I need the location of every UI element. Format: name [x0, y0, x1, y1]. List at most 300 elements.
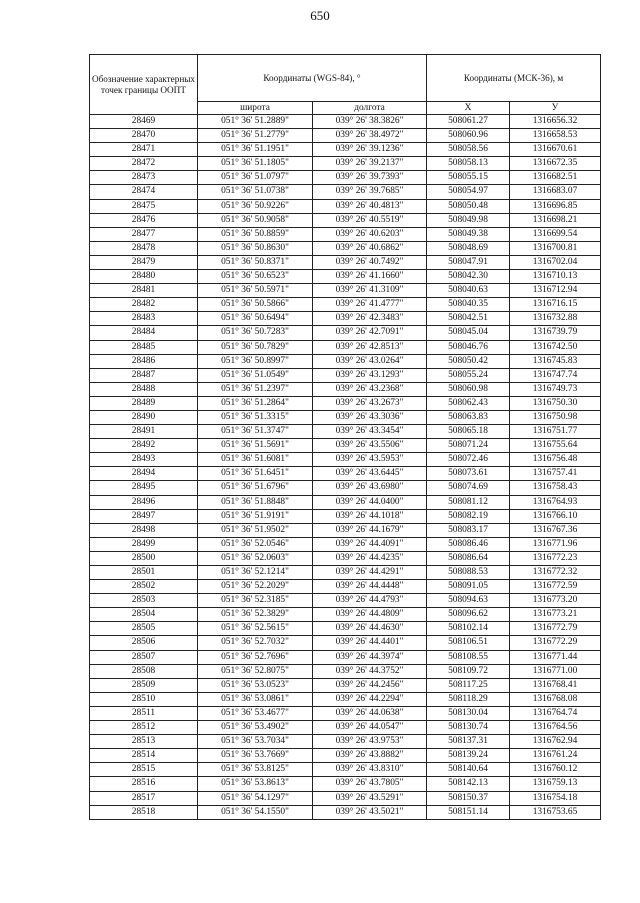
y-cell: 1316764.74 — [510, 706, 601, 720]
latitude-cell: 051° 36' 53.4902" — [198, 721, 313, 735]
x-cell: 508142.13 — [427, 777, 510, 791]
point-id-cell: 28505 — [90, 622, 198, 636]
x-cell: 508130.74 — [427, 721, 510, 735]
y-cell: 1316766.10 — [510, 509, 601, 523]
x-cell: 508091.05 — [427, 580, 510, 594]
point-id-cell: 28514 — [90, 749, 198, 763]
longitude-cell: 039° 26' 44.4793" — [313, 594, 427, 608]
y-cell: 1316712.94 — [510, 284, 601, 298]
point-id-cell: 28481 — [90, 284, 198, 298]
longitude-cell: 039° 26' 44.1018" — [313, 509, 427, 523]
table-row — [90, 425, 601, 439]
table-row — [90, 255, 601, 269]
y-cell: 1316716.15 — [510, 298, 601, 312]
header-point: Обозначение характерных точек границы ООПТ — [90, 55, 198, 115]
latitude-cell: 051° 36' 54.1550" — [198, 805, 313, 819]
longitude-cell: 039° 26' 41.1660" — [313, 270, 427, 284]
y-cell: 1316732.88 — [510, 312, 601, 326]
table-row — [90, 241, 601, 255]
point-id-cell: 28477 — [90, 227, 198, 241]
point-id-cell: 28503 — [90, 594, 198, 608]
point-id-cell: 28496 — [90, 495, 198, 509]
table-row — [90, 171, 601, 185]
point-id-cell: 28501 — [90, 566, 198, 580]
point-id-cell: 28511 — [90, 706, 198, 720]
latitude-cell: 051° 36' 51.6796" — [198, 481, 313, 495]
longitude-cell: 039° 26' 43.6445" — [313, 467, 427, 481]
latitude-cell: 051° 36' 53.8613" — [198, 777, 313, 791]
longitude-cell: 039° 26' 42.8513" — [313, 340, 427, 354]
x-cell: 508071.24 — [427, 439, 510, 453]
y-cell: 1316764.93 — [510, 495, 601, 509]
point-id-cell: 28508 — [90, 664, 198, 678]
table-row — [90, 509, 601, 523]
y-cell: 1316683.07 — [510, 185, 601, 199]
table-row — [90, 439, 601, 453]
y-cell: 1316764.56 — [510, 721, 601, 735]
table-row — [90, 537, 601, 551]
point-id-cell: 28512 — [90, 721, 198, 735]
header-y: У — [510, 102, 601, 115]
latitude-cell: 051° 36' 50.5866" — [198, 298, 313, 312]
x-cell: 508109.72 — [427, 664, 510, 678]
latitude-cell: 051° 36' 53.4677" — [198, 706, 313, 720]
latitude-cell: 051° 36' 51.3747" — [198, 425, 313, 439]
table-row — [90, 270, 601, 284]
point-id-cell: 28471 — [90, 143, 198, 157]
table-row — [90, 340, 601, 354]
x-cell: 508058.56 — [427, 143, 510, 157]
y-cell: 1316656.32 — [510, 115, 601, 129]
table-row — [90, 396, 601, 410]
x-cell: 508117.25 — [427, 678, 510, 692]
x-cell: 508082.19 — [427, 509, 510, 523]
longitude-cell: 039° 26' 43.2673" — [313, 396, 427, 410]
point-id-cell: 28487 — [90, 368, 198, 382]
x-cell: 508073.61 — [427, 467, 510, 481]
longitude-cell: 039° 26' 42.7091" — [313, 326, 427, 340]
x-cell: 508151.14 — [427, 805, 510, 819]
longitude-cell: 039° 26' 39.1236" — [313, 143, 427, 157]
table-row — [90, 622, 601, 636]
point-id-cell: 28491 — [90, 425, 198, 439]
longitude-cell: 039° 26' 39.7685" — [313, 185, 427, 199]
point-id-cell: 28518 — [90, 805, 198, 819]
latitude-cell: 051° 36' 50.9226" — [198, 199, 313, 213]
table-row — [90, 805, 601, 819]
longitude-cell: 039° 26' 40.5519" — [313, 213, 427, 227]
table-row — [90, 115, 601, 129]
y-cell: 1316757.41 — [510, 467, 601, 481]
y-cell: 1316658.53 — [510, 129, 601, 143]
point-id-cell: 28497 — [90, 509, 198, 523]
point-id-cell: 28476 — [90, 213, 198, 227]
latitude-cell: 051° 36' 51.9502" — [198, 523, 313, 537]
longitude-cell: 039° 26' 44.1679" — [313, 523, 427, 537]
y-cell: 1316772.59 — [510, 580, 601, 594]
longitude-cell: 039° 26' 44.0400" — [313, 495, 427, 509]
latitude-cell: 051° 36' 53.0861" — [198, 692, 313, 706]
longitude-cell: 039° 26' 40.6203" — [313, 227, 427, 241]
latitude-cell: 051° 36' 52.3185" — [198, 594, 313, 608]
latitude-cell: 051° 36' 50.7283" — [198, 326, 313, 340]
y-cell: 1316739.79 — [510, 326, 601, 340]
point-id-cell: 28494 — [90, 467, 198, 481]
y-cell: 1316771.00 — [510, 664, 601, 678]
table-row — [90, 129, 601, 143]
y-cell: 1316760.12 — [510, 763, 601, 777]
longitude-cell: 039° 26' 41.3109" — [313, 284, 427, 298]
table-row — [90, 580, 601, 594]
table-row — [90, 453, 601, 467]
point-id-cell: 28507 — [90, 650, 198, 664]
point-id-cell: 28475 — [90, 199, 198, 213]
x-cell: 508130.04 — [427, 706, 510, 720]
latitude-cell: 051° 36' 51.0738" — [198, 185, 313, 199]
longitude-cell: 039° 26' 40.4813" — [313, 199, 427, 213]
longitude-cell: 039° 26' 38.4972" — [313, 129, 427, 143]
point-id-cell: 28504 — [90, 608, 198, 622]
table-row — [90, 143, 601, 157]
point-id-cell: 28485 — [90, 340, 198, 354]
point-id-cell: 28495 — [90, 481, 198, 495]
x-cell: 508072.46 — [427, 453, 510, 467]
longitude-cell: 039° 26' 44.0638" — [313, 706, 427, 720]
x-cell: 508047.91 — [427, 255, 510, 269]
table-row — [90, 284, 601, 298]
latitude-cell: 051° 36' 52.5615" — [198, 622, 313, 636]
x-cell: 508137.31 — [427, 735, 510, 749]
table-row — [90, 495, 601, 509]
header-latitude: широта — [198, 102, 313, 115]
point-id-cell: 28490 — [90, 410, 198, 424]
y-cell: 1316761.24 — [510, 749, 601, 763]
y-cell: 1316747.74 — [510, 368, 601, 382]
y-cell: 1316772.32 — [510, 566, 601, 580]
y-cell: 1316672.35 — [510, 157, 601, 171]
latitude-cell: 051° 36' 50.8630" — [198, 241, 313, 255]
x-cell: 508049.38 — [427, 227, 510, 241]
point-id-cell: 28470 — [90, 129, 198, 143]
point-id-cell: 28513 — [90, 735, 198, 749]
table-row — [90, 199, 601, 213]
table-body — [90, 115, 601, 820]
point-id-cell: 28474 — [90, 185, 198, 199]
latitude-cell: 051° 36' 51.2889" — [198, 115, 313, 129]
table-row — [90, 692, 601, 706]
latitude-cell: 051° 36' 51.0549" — [198, 368, 313, 382]
longitude-cell: 039° 26' 43.5506" — [313, 439, 427, 453]
latitude-cell: 051° 36' 50.8371" — [198, 255, 313, 269]
header-longitude: долгота — [313, 102, 427, 115]
latitude-cell: 051° 36' 51.6081" — [198, 453, 313, 467]
y-cell: 1316742.50 — [510, 340, 601, 354]
latitude-cell: 051° 36' 51.6451" — [198, 467, 313, 481]
table-row — [90, 636, 601, 650]
x-cell: 508061.27 — [427, 115, 510, 129]
x-cell: 508050.48 — [427, 199, 510, 213]
latitude-cell: 051° 36' 51.2864" — [198, 396, 313, 410]
point-id-cell: 28500 — [90, 551, 198, 565]
longitude-cell: 039° 26' 44.4291" — [313, 566, 427, 580]
x-cell: 508094.63 — [427, 594, 510, 608]
table-row — [90, 213, 601, 227]
y-cell: 1316698.21 — [510, 213, 601, 227]
x-cell: 508042.51 — [427, 312, 510, 326]
y-cell: 1316771.44 — [510, 650, 601, 664]
table-row — [90, 368, 601, 382]
y-cell: 1316773.20 — [510, 594, 601, 608]
longitude-cell: 039° 26' 43.3454" — [313, 425, 427, 439]
point-id-cell: 28516 — [90, 777, 198, 791]
y-cell: 1316745.83 — [510, 354, 601, 368]
latitude-cell: 051° 36' 51.0797" — [198, 171, 313, 185]
coordinates-table — [89, 54, 601, 820]
point-id-cell: 28492 — [90, 439, 198, 453]
table-row — [90, 706, 601, 720]
latitude-cell: 051° 36' 51.1951" — [198, 143, 313, 157]
latitude-cell: 051° 36' 54.1297" — [198, 791, 313, 805]
point-id-cell: 28498 — [90, 523, 198, 537]
longitude-cell: 039° 26' 43.7805" — [313, 777, 427, 791]
x-cell: 508055.15 — [427, 171, 510, 185]
point-id-cell: 28484 — [90, 326, 198, 340]
x-cell: 508118.29 — [427, 692, 510, 706]
x-cell: 508102.14 — [427, 622, 510, 636]
longitude-cell: 039° 26' 39.2137" — [313, 157, 427, 171]
y-cell: 1316750.30 — [510, 396, 601, 410]
longitude-cell: 039° 26' 43.1293" — [313, 368, 427, 382]
latitude-cell: 051° 36' 52.2029" — [198, 580, 313, 594]
y-cell: 1316767.36 — [510, 523, 601, 537]
table-row — [90, 157, 601, 171]
point-id-cell: 28493 — [90, 453, 198, 467]
longitude-cell: 039° 26' 44.4809" — [313, 608, 427, 622]
longitude-cell: 039° 26' 44.2294" — [313, 692, 427, 706]
table-row — [90, 551, 601, 565]
x-cell: 508083.17 — [427, 523, 510, 537]
latitude-cell: 051° 36' 50.5971" — [198, 284, 313, 298]
x-cell: 508074.69 — [427, 481, 510, 495]
latitude-cell: 051° 36' 52.7032" — [198, 636, 313, 650]
latitude-cell: 051° 36' 50.7829" — [198, 340, 313, 354]
longitude-cell: 039° 26' 42.3483" — [313, 312, 427, 326]
x-cell: 508139.24 — [427, 749, 510, 763]
y-cell: 1316699.54 — [510, 227, 601, 241]
x-cell: 508086.64 — [427, 551, 510, 565]
latitude-cell: 051° 36' 51.2397" — [198, 382, 313, 396]
longitude-cell: 039° 26' 44.3752" — [313, 664, 427, 678]
y-cell: 1316771.96 — [510, 537, 601, 551]
y-cell: 1316751.77 — [510, 425, 601, 439]
table-row — [90, 185, 601, 199]
table-row — [90, 664, 601, 678]
y-cell: 1316682.51 — [510, 171, 601, 185]
x-cell: 508081.12 — [427, 495, 510, 509]
latitude-cell: 051° 36' 52.7696" — [198, 650, 313, 664]
table-row — [90, 382, 601, 396]
y-cell: 1316772.29 — [510, 636, 601, 650]
x-cell: 508096.62 — [427, 608, 510, 622]
point-id-cell: 28489 — [90, 396, 198, 410]
header-msk36: Координаты (МСК-36), м — [427, 55, 601, 102]
longitude-cell: 039° 26' 44.2456" — [313, 678, 427, 692]
longitude-cell: 039° 26' 44.4401" — [313, 636, 427, 650]
latitude-cell: 051° 36' 51.5691" — [198, 439, 313, 453]
point-id-cell: 28482 — [90, 298, 198, 312]
y-cell: 1316762.94 — [510, 735, 601, 749]
x-cell: 508055.24 — [427, 368, 510, 382]
x-cell: 508108.55 — [427, 650, 510, 664]
table-row — [90, 523, 601, 537]
x-cell: 508049.98 — [427, 213, 510, 227]
longitude-cell: 039° 26' 41.4777" — [313, 298, 427, 312]
longitude-cell: 039° 26' 38.3826" — [313, 115, 427, 129]
y-cell: 1316700.81 — [510, 241, 601, 255]
longitude-cell: 039° 26' 43.0264" — [313, 354, 427, 368]
x-cell: 508065.18 — [427, 425, 510, 439]
table-row — [90, 481, 601, 495]
table-row — [90, 594, 601, 608]
longitude-cell: 039° 26' 40.6862" — [313, 241, 427, 255]
point-id-cell: 28509 — [90, 678, 198, 692]
x-cell: 508050.42 — [427, 354, 510, 368]
latitude-cell: 051° 36' 53.8125" — [198, 763, 313, 777]
point-id-cell: 28469 — [90, 115, 198, 129]
table-row — [90, 763, 601, 777]
latitude-cell: 051° 36' 52.0603" — [198, 551, 313, 565]
point-id-cell: 28478 — [90, 241, 198, 255]
y-cell: 1316670.61 — [510, 143, 601, 157]
latitude-cell: 051° 36' 53.0523" — [198, 678, 313, 692]
x-cell: 508060.96 — [427, 129, 510, 143]
x-cell: 508046.76 — [427, 340, 510, 354]
point-id-cell: 28483 — [90, 312, 198, 326]
y-cell: 1316768.08 — [510, 692, 601, 706]
table-row — [90, 735, 601, 749]
latitude-cell: 051° 36' 52.8075" — [198, 664, 313, 678]
longitude-cell: 039° 26' 44.4091" — [313, 537, 427, 551]
table-row — [90, 227, 601, 241]
y-cell: 1316772.23 — [510, 551, 601, 565]
table-row — [90, 467, 601, 481]
x-cell: 508062.43 — [427, 396, 510, 410]
table-row — [90, 777, 601, 791]
longitude-cell: 039° 26' 44.4448" — [313, 580, 427, 594]
page-number: 650 — [310, 8, 330, 23]
latitude-cell: 051° 36' 50.8997" — [198, 354, 313, 368]
point-id-cell: 28473 — [90, 171, 198, 185]
y-cell: 1316696.85 — [510, 199, 601, 213]
point-id-cell: 28488 — [90, 382, 198, 396]
longitude-cell: 039° 26' 43.2368" — [313, 382, 427, 396]
latitude-cell: 051° 36' 51.3315" — [198, 410, 313, 424]
longitude-cell: 039° 26' 43.6980" — [313, 481, 427, 495]
y-cell: 1316702.04 — [510, 255, 601, 269]
x-cell: 508063.83 — [427, 410, 510, 424]
y-cell: 1316710.13 — [510, 270, 601, 284]
x-cell: 508140.64 — [427, 763, 510, 777]
longitude-cell: 039° 26' 43.8310" — [313, 763, 427, 777]
table-row — [90, 650, 601, 664]
point-id-cell: 28517 — [90, 791, 198, 805]
y-cell: 1316754.18 — [510, 791, 601, 805]
table-row — [90, 791, 601, 805]
table-row — [90, 749, 601, 763]
longitude-cell: 039° 26' 44.4235" — [313, 551, 427, 565]
table-row — [90, 354, 601, 368]
y-cell: 1316756.48 — [510, 453, 601, 467]
latitude-cell: 051° 36' 53.7034" — [198, 735, 313, 749]
header-x: X — [427, 102, 510, 115]
longitude-cell: 039° 26' 44.3974" — [313, 650, 427, 664]
latitude-cell: 051° 36' 51.2779" — [198, 129, 313, 143]
latitude-cell: 051° 36' 51.9191" — [198, 509, 313, 523]
table-row — [90, 312, 601, 326]
y-cell: 1316755.64 — [510, 439, 601, 453]
x-cell: 508088.53 — [427, 566, 510, 580]
latitude-cell: 051° 36' 51.8848" — [198, 495, 313, 509]
y-cell: 1316772.79 — [510, 622, 601, 636]
longitude-cell: 039° 26' 43.5021" — [313, 805, 427, 819]
latitude-cell: 051° 36' 51.1805" — [198, 157, 313, 171]
longitude-cell: 039° 26' 43.5291" — [313, 791, 427, 805]
point-id-cell: 28479 — [90, 255, 198, 269]
x-cell: 508040.63 — [427, 284, 510, 298]
longitude-cell: 039° 26' 43.8882" — [313, 749, 427, 763]
y-cell: 1316749.73 — [510, 382, 601, 396]
x-cell: 508058.13 — [427, 157, 510, 171]
latitude-cell: 051° 36' 50.9058" — [198, 213, 313, 227]
latitude-cell: 051° 36' 52.0546" — [198, 537, 313, 551]
y-cell: 1316768.41 — [510, 678, 601, 692]
table-header — [90, 55, 601, 115]
table-row — [90, 608, 601, 622]
table-row — [90, 298, 601, 312]
x-cell: 508054.97 — [427, 185, 510, 199]
point-id-cell: 28515 — [90, 763, 198, 777]
table-row — [90, 678, 601, 692]
latitude-cell: 051° 36' 52.1214" — [198, 566, 313, 580]
y-cell: 1316759.13 — [510, 777, 601, 791]
latitude-cell: 051° 36' 53.7669" — [198, 749, 313, 763]
table-row — [90, 410, 601, 424]
longitude-cell: 039° 26' 39.7393" — [313, 171, 427, 185]
header-wgs84: Координаты (WGS-84), ° — [198, 55, 427, 102]
x-cell: 508060.98 — [427, 382, 510, 396]
table-row — [90, 566, 601, 580]
longitude-cell: 039° 26' 43.5953" — [313, 453, 427, 467]
x-cell: 508086.46 — [427, 537, 510, 551]
longitude-cell: 039° 26' 43.9753" — [313, 735, 427, 749]
longitude-cell: 039° 26' 40.7492" — [313, 255, 427, 269]
point-id-cell: 28510 — [90, 692, 198, 706]
x-cell: 508040.35 — [427, 298, 510, 312]
y-cell: 1316773.21 — [510, 608, 601, 622]
y-cell: 1316758.43 — [510, 481, 601, 495]
longitude-cell: 039° 26' 44.0547" — [313, 721, 427, 735]
point-id-cell: 28480 — [90, 270, 198, 284]
x-cell: 508045.04 — [427, 326, 510, 340]
table-row — [90, 326, 601, 340]
point-id-cell: 28506 — [90, 636, 198, 650]
x-cell: 508150.37 — [427, 791, 510, 805]
latitude-cell: 051° 36' 50.8859" — [198, 227, 313, 241]
x-cell: 508042.30 — [427, 270, 510, 284]
longitude-cell: 039° 26' 43.3036" — [313, 410, 427, 424]
latitude-cell: 051° 36' 50.6523" — [198, 270, 313, 284]
x-cell: 508106.51 — [427, 636, 510, 650]
